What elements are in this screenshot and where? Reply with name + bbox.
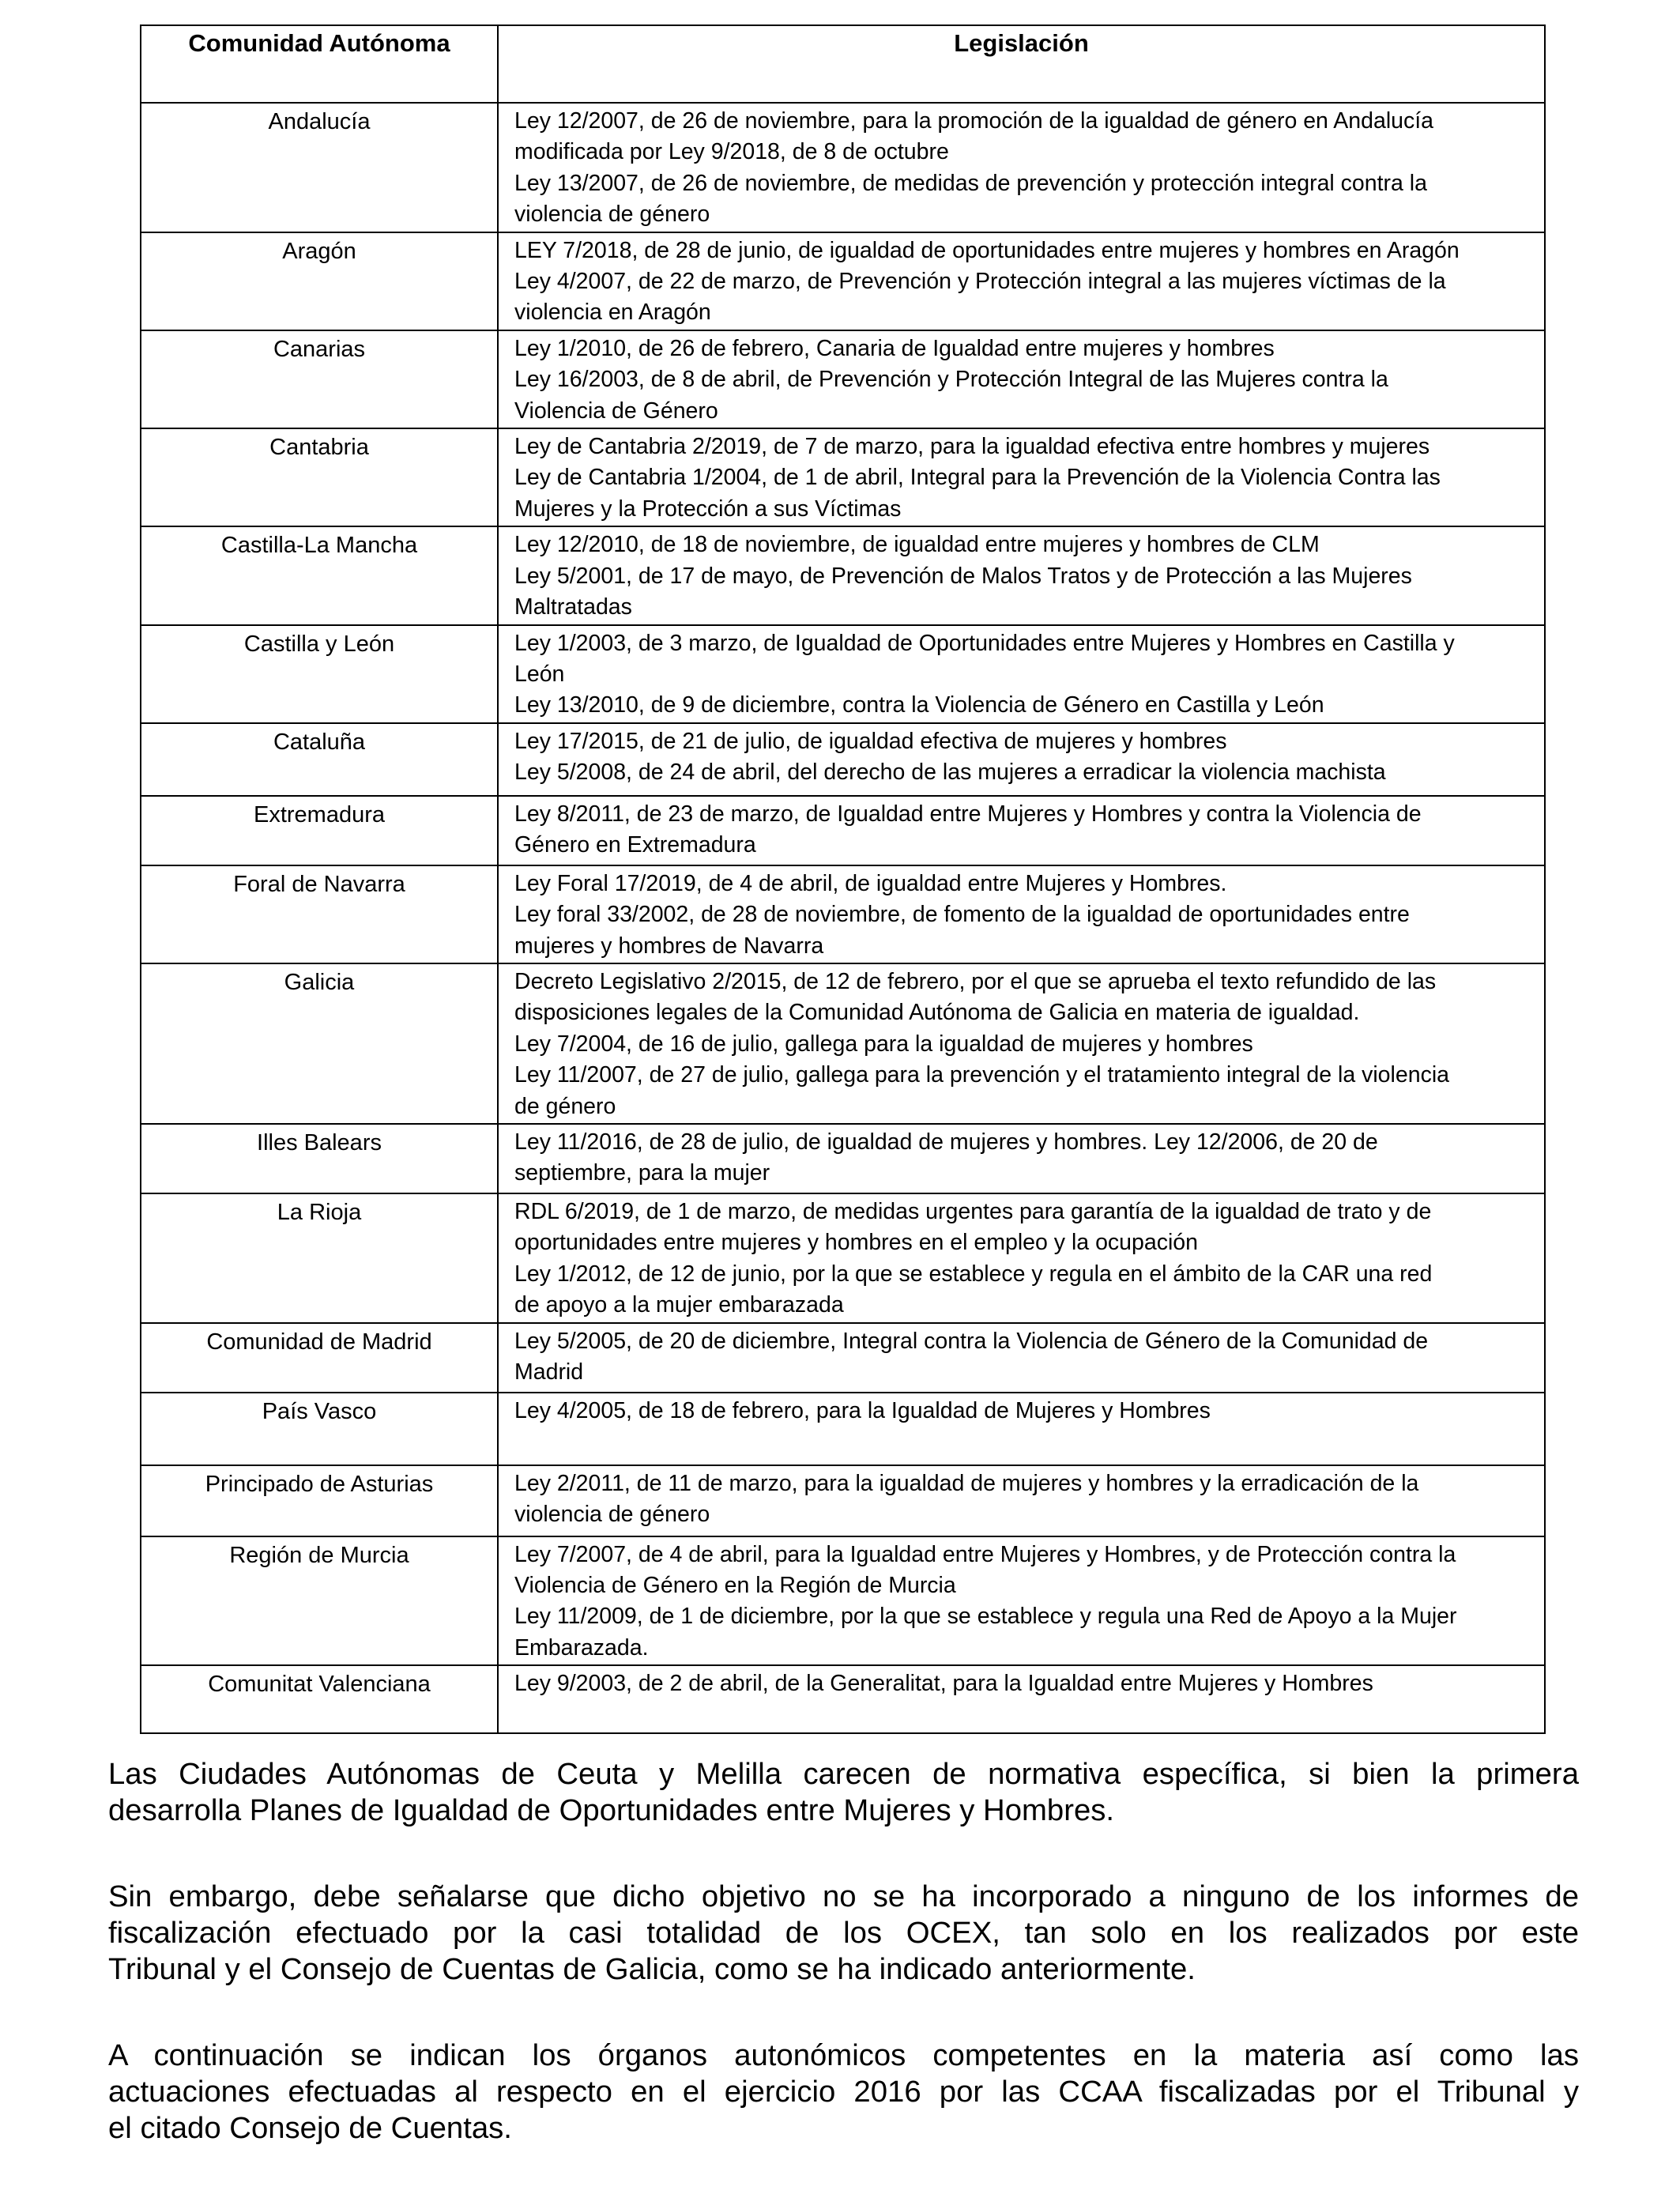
- law-text-line: Ley 7/2004, de 16 de julio, gallega para la igualdad de mujeres y hombres: [514, 1031, 1253, 1057]
- law-text-line: Ley 12/2010, de 18 de noviembre, de igualdad entre mujeres y hombres de CLM: [514, 532, 1320, 558]
- legislation-cell: [498, 526, 1545, 624]
- law-text-line: Ley 11/2016, de 28 de julio, de igualdad de mujeres y hombres. Ley 12/2006, de 20 de: [514, 1129, 1378, 1155]
- law-text-line: Ley 2/2011, de 11 de marzo, para la igualdad de mujeres y hombres y la erradicación de la: [514, 1470, 1419, 1496]
- law-entry: [514, 1029, 1529, 1060]
- community-cell: Castilla-La Mancha: [141, 526, 498, 624]
- law-entry: [514, 266, 1529, 329]
- paragraph-line: A continuación se indican los órganos autonómicos competentes en la materia así como las: [108, 2038, 1579, 2072]
- law-entry: [514, 1668, 1529, 1699]
- law-text-line: Ley 4/2005, de 18 de febrero, para la Igualdad de Mujeres y Hombres: [514, 1397, 1211, 1423]
- law-text-line: Ley 11/2007, de 27 de julio, gallega para la prevención y el tratamiento integral de la violencia: [514, 1062, 1450, 1088]
- law-text-line: RDL 6/2019, de 1 de marzo, de medidas urgentes para garantía de la igualdad de trato y de: [514, 1198, 1432, 1224]
- law-text-line: septiembre, para la mujer: [514, 1160, 770, 1186]
- legislation-cell: [498, 330, 1545, 428]
- paragraph-line: Las Ciudades Autónomas de Ceuta y Melilla carecen de normativa específica, si bien la primera: [108, 1757, 1579, 1791]
- paragraph-line: Sin embargo, debe señalarse que dicho objetivo no se ha incorporado a ninguno de los informes de: [108, 1879, 1579, 1913]
- table-header-row: [141, 25, 1545, 103]
- law-entry: [514, 530, 1529, 560]
- legislation-cell: [498, 103, 1545, 232]
- table-row: [141, 796, 1545, 865]
- law-text-line: Ley de Cantabria 1/2004, de 1 de abril, Integral para la Prevención de la Violencia Contra las: [514, 465, 1441, 491]
- table-row: [141, 865, 1545, 963]
- community-cell: Región de Murcia: [141, 1536, 498, 1666]
- table-row: [141, 330, 1545, 428]
- law-text-line: Ley 7/2007, de 4 de abril, para la Igualdad entre Mujeres y Hombres, y de Protección contra la: [514, 1541, 1456, 1567]
- paragraph-line: Tribunal y el Consejo de Cuentas de Galicia, como se ha indicado anteriormente.: [108, 1952, 1196, 1986]
- law-text-line: violencia de género: [514, 1502, 710, 1527]
- table-row: [141, 1323, 1545, 1393]
- law-entry: [514, 869, 1529, 899]
- law-entry: [514, 168, 1529, 231]
- table-row: [141, 1193, 1545, 1323]
- community-cell: Galicia: [141, 963, 498, 1124]
- law-text-line: Violencia de Género en la Región de Murcia: [514, 1573, 956, 1598]
- law-entry: [514, 106, 1529, 168]
- legislation-cell: [498, 428, 1545, 526]
- community-cell: Comunidad de Madrid: [141, 1323, 498, 1393]
- paragraph-line: desarrolla Planes de Igualdad de Oportunidades entre Mujeres y Hombres.: [108, 1793, 1115, 1827]
- table-row: [141, 1465, 1545, 1536]
- law-text-line: oportunidades entre mujeres y hombres en el empleo y la ocupación: [514, 1230, 1199, 1256]
- law-text-line: Ley 11/2009, de 1 de diciembre, por la que se establece y regula una Red de Apoyo a la Mujer: [514, 1604, 1457, 1630]
- legislation-cell: [498, 1536, 1545, 1666]
- table-row: [141, 625, 1545, 723]
- community-cell: Cataluña: [141, 723, 498, 796]
- law-text-line: Ley 1/2003, de 3 marzo, de Igualdad de Oportunidades entre Mujeres y Hombres en Castilla y: [514, 630, 1455, 656]
- law-entry: [514, 1601, 1529, 1664]
- law-text-line: Ley Foral 17/2019, de 4 de abril, de igualdad entre Mujeres y Hombres.: [514, 870, 1227, 896]
- table-row: [141, 103, 1545, 232]
- law-text-line: LEY 7/2018, de 28 de junio, de igualdad de oportunidades entre mujeres y hombres en Aragón: [514, 237, 1460, 263]
- law-text-line: Maltratadas: [514, 594, 632, 620]
- law-text-line: Ley 13/2010, de 9 de diciembre, contra la Violencia de Género en Castilla y León: [514, 692, 1324, 718]
- header-community: Comunidad Autónoma: [141, 25, 498, 103]
- law-text-line: Ley 16/2003, de 8 de abril, de Prevención y Protección Integral de las Mujeres contra la: [514, 367, 1388, 393]
- law-entry: [514, 690, 1529, 721]
- law-entry: [514, 799, 1529, 861]
- law-text-line: Madrid: [514, 1359, 584, 1385]
- law-text-line: de género: [514, 1093, 616, 1119]
- community-cell: Comunitat Valenciana: [141, 1665, 498, 1733]
- law-entry: [514, 1396, 1529, 1427]
- community-cell: Canarias: [141, 330, 498, 428]
- law-entry: [514, 1197, 1529, 1259]
- law-entry: [514, 899, 1529, 962]
- law-entry: [514, 726, 1529, 757]
- law-text-line: violencia en Aragón: [514, 300, 711, 326]
- law-text-line: Violencia de Género: [514, 398, 718, 424]
- table-row: [141, 1393, 1545, 1465]
- law-text-line: Embarazada.: [514, 1634, 649, 1661]
- law-text-line: Ley 9/2003, de 2 de abril, de la Generalitat, para la Igualdad entre Mujeres y Hombres: [514, 1671, 1373, 1697]
- legislation-table: [140, 25, 1546, 1734]
- legislation-cell: [498, 865, 1545, 963]
- community-cell: Castilla y León: [141, 625, 498, 723]
- law-entry: [514, 1540, 1529, 1602]
- legislation-cell: [498, 1665, 1545, 1733]
- law-entry: [514, 1060, 1529, 1122]
- law-entry: [514, 628, 1529, 691]
- table-row: [141, 526, 1545, 624]
- law-text-line: Ley 4/2007, de 22 de marzo, de Prevención y Protección integral a las mujeres víctimas de la: [514, 269, 1446, 295]
- law-text-line: modificada por Ley 9/2018, de 8 de octubre: [514, 139, 949, 165]
- paragraph-line: fiscalización efectuado por la casi totalidad de los OCEX, tan solo en los realizados por este: [108, 1916, 1579, 1950]
- table-row: [141, 232, 1545, 330]
- law-entry: [514, 364, 1529, 427]
- legislation-cell: [498, 625, 1545, 723]
- law-text-line: mujeres y hombres de Navarra: [514, 933, 824, 959]
- law-entry: [514, 757, 1529, 788]
- law-text-line: Ley 1/2012, de 12 de junio, por la que se establece y regula en el ámbito de la CAR una red: [514, 1261, 1433, 1287]
- law-text-line: Ley 8/2011, de 23 de marzo, de Igualdad entre Mujeres y Hombres y contra la Violencia de: [514, 801, 1422, 827]
- law-text-line: violencia de género: [514, 202, 710, 228]
- table-row: [141, 1536, 1545, 1666]
- law-entry: [514, 967, 1529, 1029]
- law-text-line: Decreto Legislativo 2/2015, de 12 de febrero, por el que se aprueba el texto refundido de las: [514, 968, 1437, 994]
- law-text-line: Ley 5/2005, de 20 de diciembre, Integral contra la Violencia de Género de la Comunidad de: [514, 1328, 1429, 1354]
- law-text-line: Ley de Cantabria 2/2019, de 7 de marzo, para la igualdad efectiva entre hombres y mujeres: [514, 434, 1430, 460]
- law-entry: [514, 462, 1529, 525]
- law-text-line: Mujeres y la Protección a sus Víctimas: [514, 496, 902, 522]
- table-row: [141, 428, 1545, 526]
- community-cell: Illes Balears: [141, 1124, 498, 1193]
- paragraph-ceuta-melilla: [108, 1756, 1579, 1829]
- law-text-line: Ley 13/2007, de 26 de noviembre, de medidas de prevención y protección integral contra la: [514, 170, 1427, 196]
- paragraph-ocex: [108, 1879, 1579, 1988]
- community-cell: Extremadura: [141, 796, 498, 865]
- law-entry: [514, 1127, 1529, 1189]
- legislation-cell: [498, 1393, 1545, 1465]
- paragraph-line: el citado Consejo de Cuentas.: [108, 2111, 512, 2145]
- legislation-cell: [498, 963, 1545, 1124]
- law-entry: [514, 432, 1529, 462]
- paragraph-line: actuaciones efectuadas al respecto en el ejercicio 2016 por las CCAA fiscalizadas por el Tribunal y: [108, 2075, 1579, 2109]
- community-cell: Foral de Navarra: [141, 865, 498, 963]
- law-entry: [514, 1259, 1529, 1321]
- law-text-line: Ley 5/2001, de 17 de mayo, de Prevención de Malos Tratos y de Protección a las Mujeres: [514, 563, 1412, 589]
- law-text-line: Ley 5/2008, de 24 de abril, del derecho de las mujeres a erradicar la violencia machista: [514, 760, 1386, 786]
- law-entry: [514, 236, 1529, 266]
- law-entry: [514, 1326, 1529, 1389]
- paragraph-organos: [108, 2038, 1579, 2147]
- law-text-line: Ley foral 33/2002, de 28 de noviembre, de fomento de la igualdad de oportunidades entre: [514, 902, 1410, 928]
- law-text-line: disposiciones legales de la Comunidad Autónoma de Galicia en materia de igualdad.: [514, 1000, 1360, 1026]
- law-entry: [514, 561, 1529, 624]
- legislation-cell: [498, 1465, 1545, 1536]
- legislation-cell: [498, 1193, 1545, 1323]
- table-row: [141, 963, 1545, 1124]
- law-text-line: Ley 12/2007, de 26 de noviembre, para la promoción de la igualdad de género en Andalucía: [514, 108, 1434, 134]
- law-entry: [514, 1468, 1529, 1531]
- community-cell: Andalucía: [141, 103, 498, 232]
- legislation-cell: [498, 232, 1545, 330]
- community-cell: Aragón: [141, 232, 498, 330]
- community-cell: Principado de Asturias: [141, 1465, 498, 1536]
- law-text-line: de apoyo a la mujer embarazada: [514, 1292, 844, 1318]
- law-text-line: León: [514, 661, 565, 687]
- table-row: [141, 1124, 1545, 1193]
- table-row: [141, 723, 1545, 796]
- law-entry: [514, 334, 1529, 364]
- legislation-cell: [498, 1323, 1545, 1393]
- legislation-cell: [498, 723, 1545, 796]
- community-cell: Cantabria: [141, 428, 498, 526]
- law-text-line: Ley 17/2015, de 21 de julio, de igualdad efectiva de mujeres y hombres: [514, 728, 1227, 754]
- legislation-cell: [498, 796, 1545, 865]
- header-legislation: Legislación: [498, 25, 1545, 103]
- law-text-line: Género en Extremadura: [514, 832, 756, 858]
- table-row: [141, 1665, 1545, 1733]
- community-cell: La Rioja: [141, 1193, 498, 1323]
- community-cell: País Vasco: [141, 1393, 498, 1465]
- legislation-cell: [498, 1124, 1545, 1193]
- law-text-line: Ley 1/2010, de 26 de febrero, Canaria de Igualdad entre mujeres y hombres: [514, 335, 1275, 361]
